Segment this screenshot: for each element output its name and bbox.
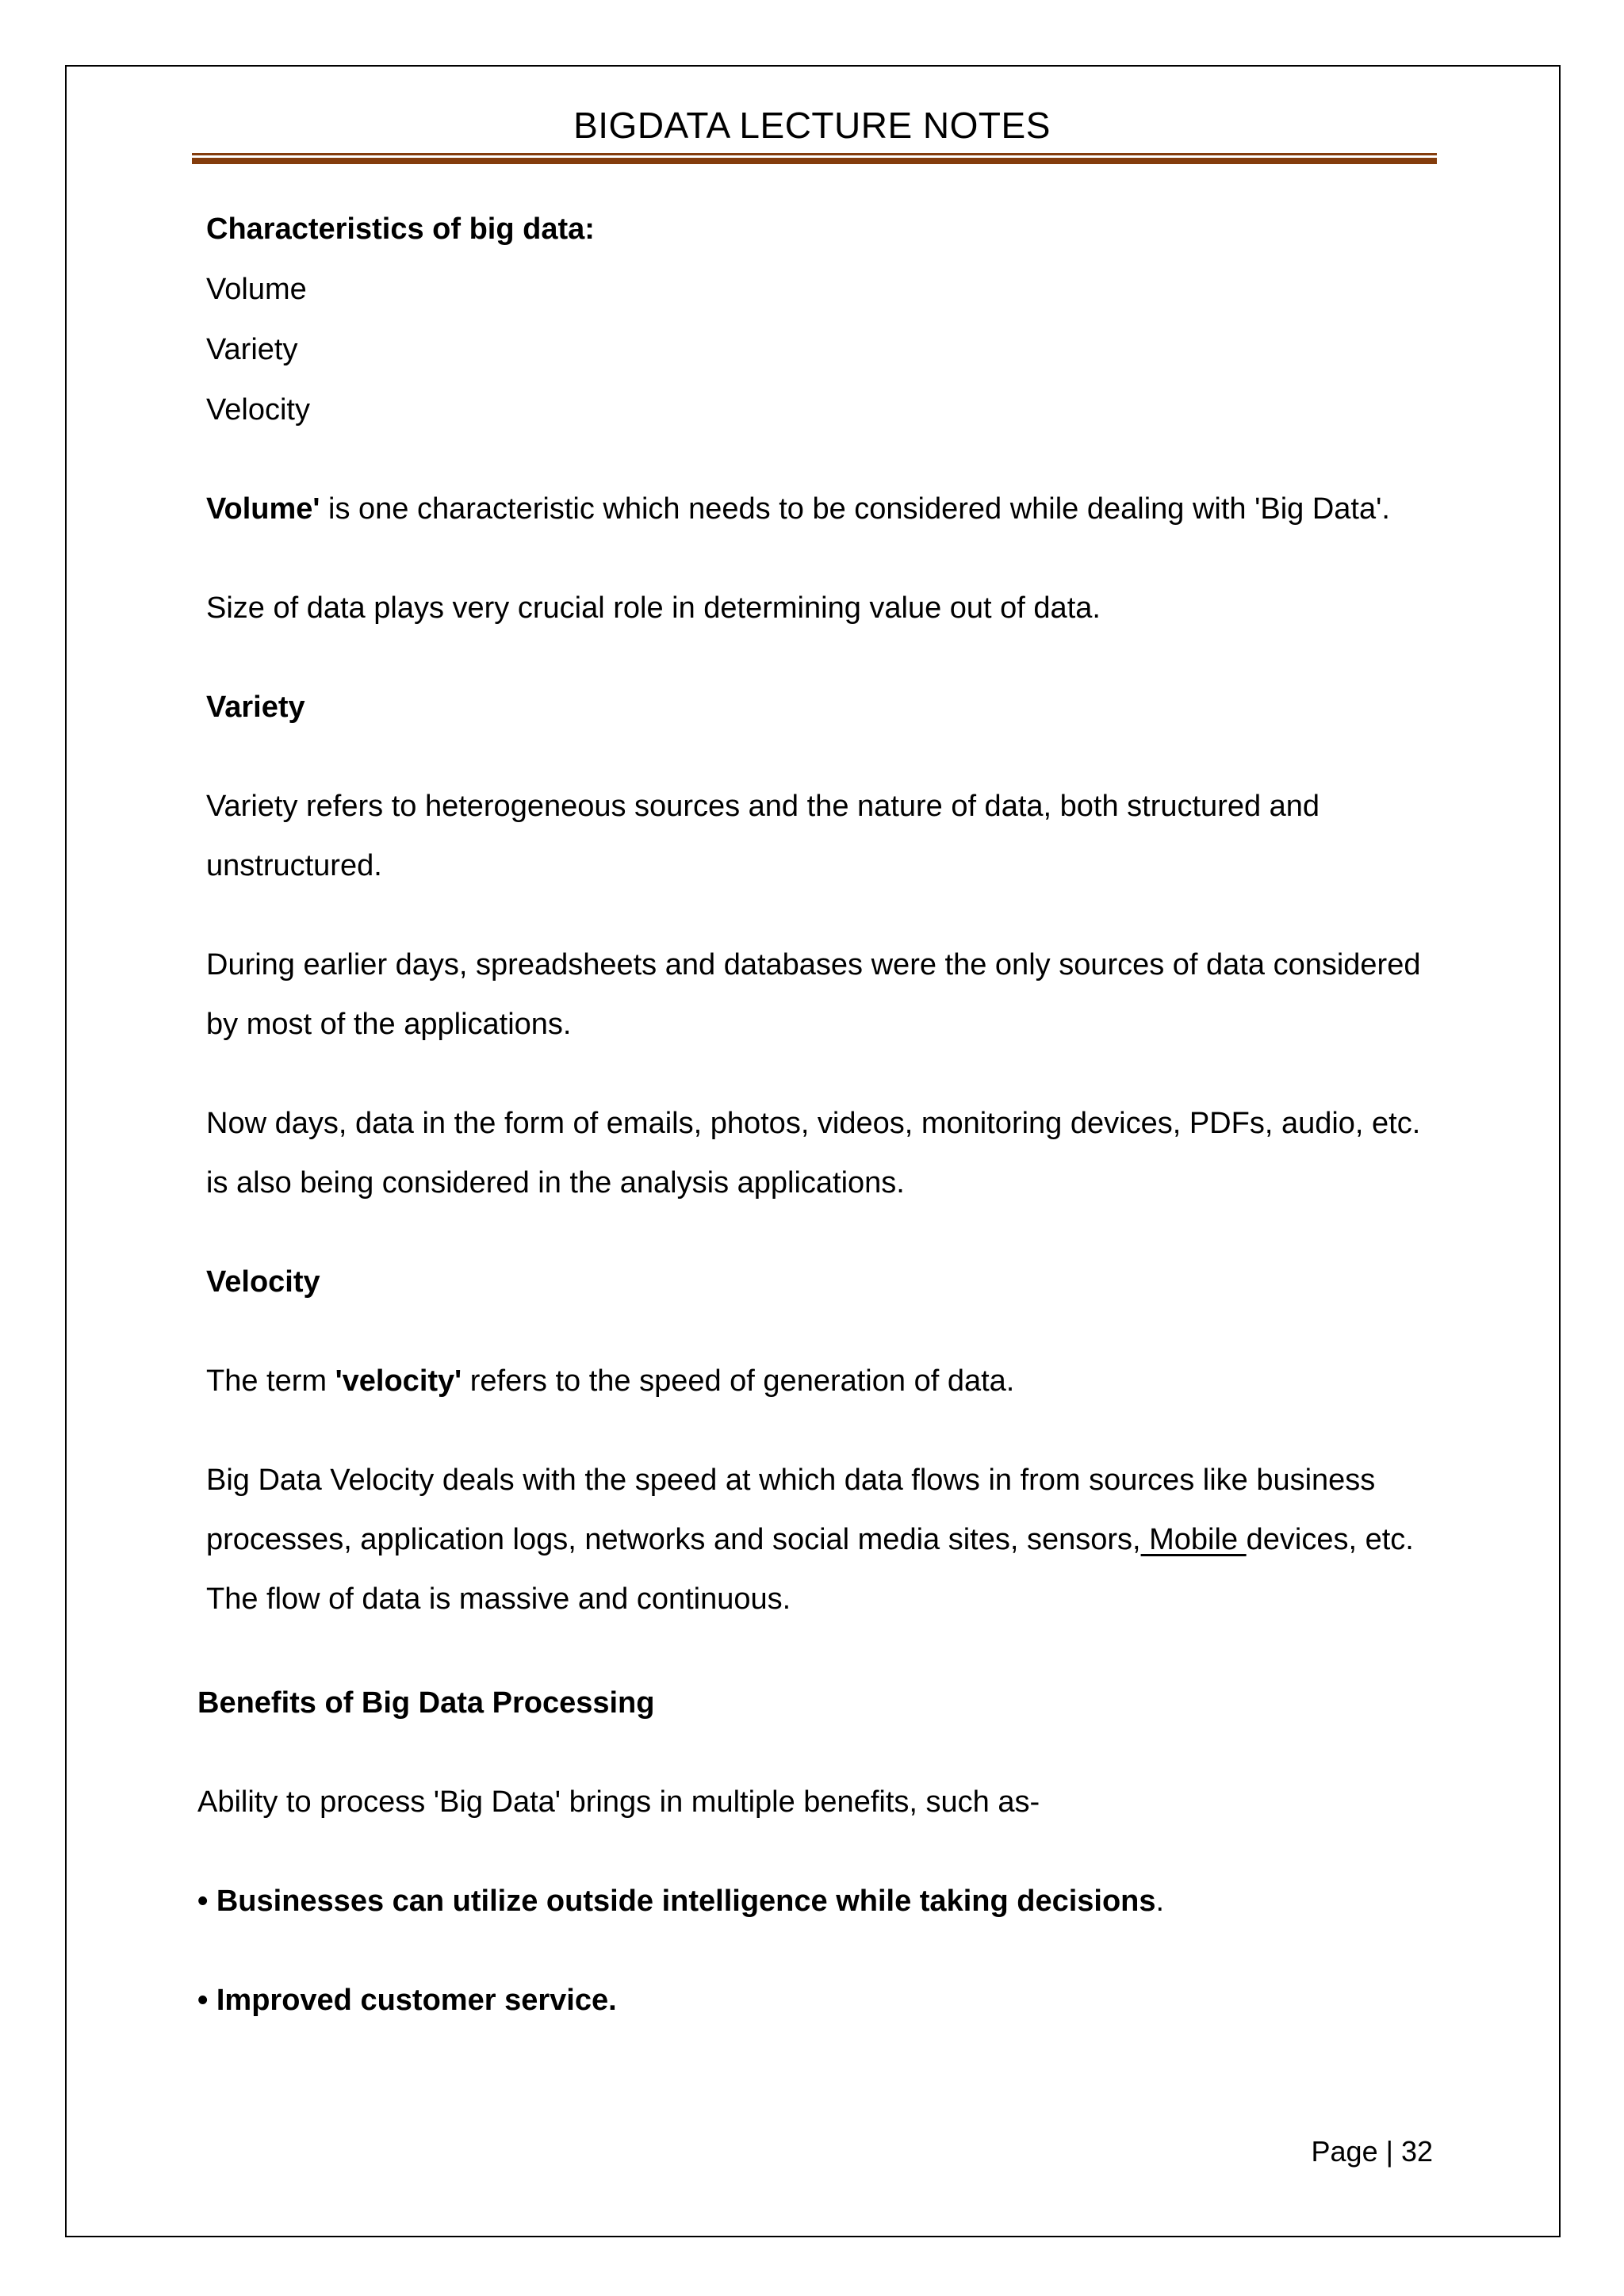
variety-paragraph-2-line-1: During earlier days, spreadsheets and databases were the only sources of data considered bbox=[206, 948, 1421, 982]
variety-paragraph-3-line-1: Now days, data in the form of emails, photos, videos, monitoring devices, PDFs, audio, etc. bbox=[206, 1107, 1421, 1140]
variety-paragraph-3-line-2: is also being considered in the analysis applications. bbox=[206, 1166, 905, 1200]
benefit-bullet-1 bbox=[197, 1881, 1164, 1922]
variety-paragraph-1-line-2: unstructured. bbox=[206, 849, 382, 882]
page-number: Page | 32 bbox=[1311, 2135, 1433, 2168]
variety-paragraph-1-line-1: Variety refers to heterogeneous sources and the nature of data, both structured and bbox=[206, 790, 1320, 823]
size-paragraph: Size of data plays very crucial role in determining value out of data. bbox=[206, 591, 1101, 625]
benefit-bullet-1-period: . bbox=[1155, 1885, 1165, 1918]
variety-paragraph-2-line-2: by most of the applications. bbox=[206, 1008, 572, 1041]
variety-heading: Variety bbox=[206, 691, 305, 724]
velocity-heading: Velocity bbox=[206, 1265, 320, 1299]
list-item-variety: Variety bbox=[206, 333, 298, 366]
volume-term: Volume' bbox=[206, 492, 320, 526]
header-divider bbox=[192, 153, 1437, 164]
velocity-paragraph-2-line-1: Big Data Velocity deals with the speed at which data flows in from sources like business bbox=[206, 1464, 1376, 1497]
velocity-term: 'velocity' bbox=[335, 1364, 462, 1398]
velocity-suffix: refers to the speed of generation of data. bbox=[462, 1364, 1015, 1398]
benefit-bullet-2: • Improved customer service. bbox=[197, 1984, 617, 2017]
list-item-volume: Volume bbox=[206, 273, 307, 306]
velocity-paragraph-1 bbox=[206, 1360, 1014, 1402]
velocity-paragraph-2-line-2 bbox=[206, 1519, 1414, 1560]
header-divider-thin bbox=[192, 153, 1437, 155]
characteristics-heading: Characteristics of big data: bbox=[206, 212, 595, 246]
mobile-underlined-word: Mobile bbox=[1140, 1523, 1247, 1556]
velocity-line-2-prefix: processes, application logs, networks and social media sites, sensors, bbox=[206, 1523, 1141, 1556]
velocity-prefix: The term bbox=[206, 1364, 335, 1398]
header-divider-thick bbox=[192, 158, 1437, 164]
volume-paragraph bbox=[206, 488, 1390, 530]
velocity-line-2-suffix: devices, etc. bbox=[1246, 1523, 1414, 1556]
benefit-bullet-1-text: • Businesses can utilize outside intelligence while taking decisions bbox=[197, 1885, 1156, 1918]
benefits-heading: Benefits of Big Data Processing bbox=[197, 1686, 655, 1720]
benefits-intro: Ability to process 'Big Data' brings in multiple benefits, such as- bbox=[197, 1785, 1040, 1819]
header-title: BIGDATA LECTURE NOTES bbox=[573, 105, 1051, 146]
list-item-velocity: Velocity bbox=[206, 393, 310, 427]
velocity-paragraph-2-line-3: The flow of data is massive and continuous. bbox=[206, 1582, 791, 1616]
volume-description: is one characteristic which needs to be considered while dealing with 'Big Data'. bbox=[320, 492, 1390, 526]
